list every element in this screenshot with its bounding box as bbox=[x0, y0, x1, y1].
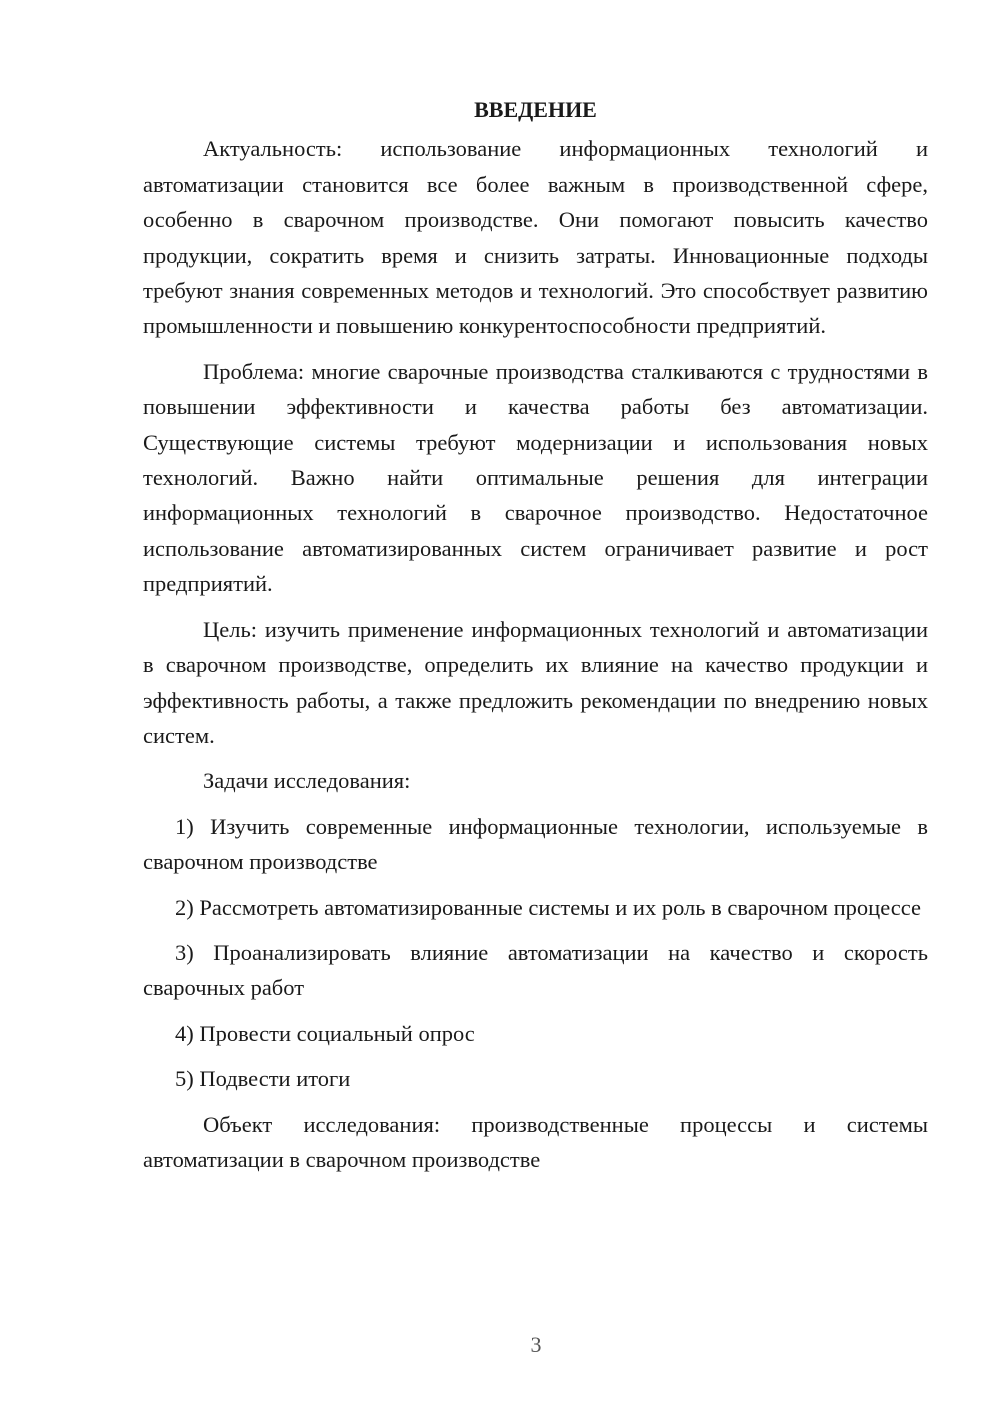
task-item: 1) Изучить современные информационные технологии, используемые в сварочном производстве bbox=[143, 813, 928, 875]
page-content bbox=[143, 92, 928, 1177]
goal-paragraph: Цель: изучить применение информационных технологий и автоматизации в сварочном производстве, определить их влияние на качество продукции и эффективность работы, а также предложить рекомендации по внедрению новых систем. bbox=[143, 616, 928, 748]
task-item: 2) Рассмотреть автоматизированные системы и их роль в сварочном процессе bbox=[175, 894, 922, 920]
section-heading: ВВЕДЕНИЕ bbox=[474, 97, 597, 122]
object-paragraph: Объект исследования: производственные процессы и системы автоматизации в сварочном производстве bbox=[143, 1111, 928, 1172]
tasks-intro: Задачи исследования: bbox=[203, 768, 411, 794]
task-item: 4) Провести социальный опрос bbox=[175, 1020, 475, 1046]
relevance-paragraph: Актуальность: использование информационных технологий и автоматизации становится все более важным в производственной сфере, особенно в сварочном производстве. Они помогают повысить качество продукции, сократить время и снизить затраты. Инновационные подходы требуют знания современных методов и технологий. Это способствует развитию промышленности и повышению конкурентоспособности предприятий. bbox=[143, 136, 928, 339]
task-item: 3) Проанализировать влияние автоматизации на качество и скорость сварочных работ bbox=[143, 939, 928, 1001]
page-number: 3 bbox=[530, 1332, 542, 1357]
problem-paragraph: Проблема: многие сварочные производства сталкиваются с трудностями в повышении эффективности и качества работы без автоматизации. Существующие системы требуют модернизации и использования новых технологий. Важно найти оптимальные решения для интеграции информационных технологий в сварочное производство. Недостаточное использование автоматизированных систем ограничивает развитие и рост предприятий. bbox=[143, 358, 928, 597]
task-item: 5) Подвести итоги bbox=[175, 1066, 351, 1092]
